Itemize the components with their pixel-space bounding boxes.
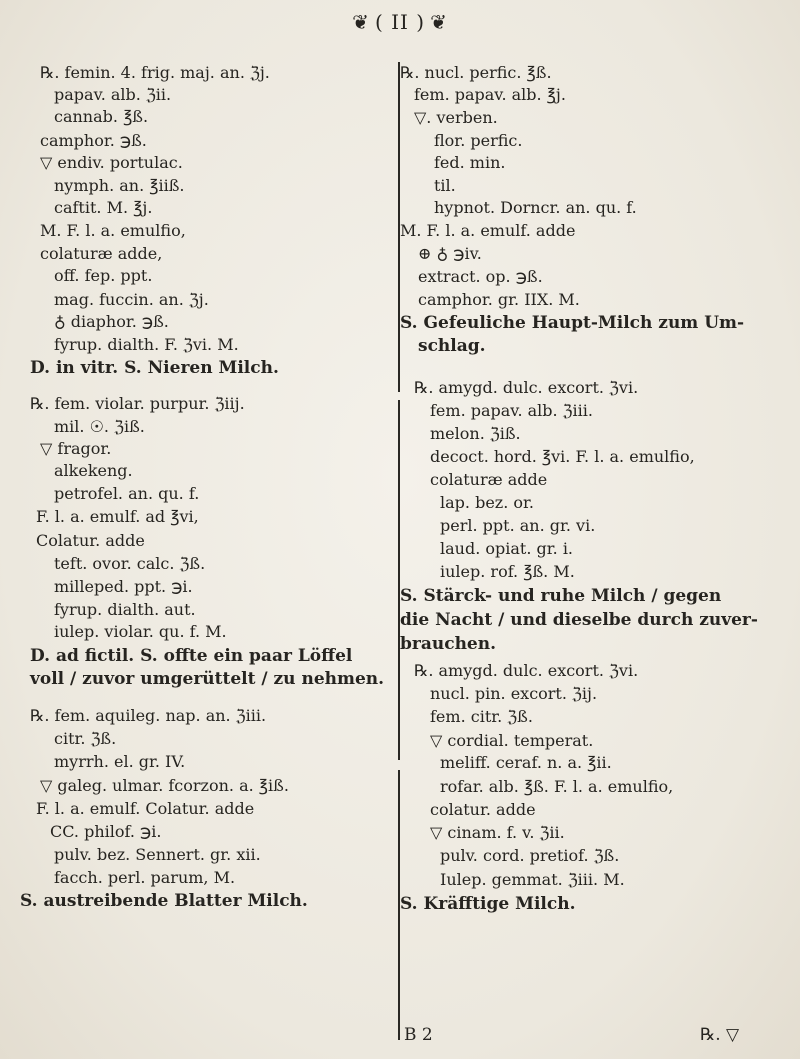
left-text-line: cannab. ℥ß. (54, 107, 149, 126)
left-text-line: fyrup. dialth. F. ℨvi. M. (54, 335, 239, 354)
right-text-line: ⊕ ♁ ℈iv. (418, 244, 482, 263)
right-text-line: rofar. alb. ℥ß. F. l. a. emulfio, (440, 777, 674, 796)
right-text-line: ℞. nucl. perfic. ℥ß. (400, 63, 552, 82)
left-text-line: mag. fuccin. an. ℨj. (54, 290, 209, 309)
left-text-line: voll / zuvor umgerüttelt / zu nehmen. (30, 669, 385, 689)
column-rule (398, 400, 400, 760)
left-text-line: mil. ☉. ℨiß. (54, 417, 145, 436)
right-ornament: ❦ (430, 10, 448, 34)
left-text-line: petrofel. an. qu. f. (54, 484, 200, 503)
right-text-line: ℞. amygd. dulc. excort. ℨvi. (414, 661, 639, 680)
page-header (0, 10, 800, 34)
left-text-line: iulep. violar. qu. f. M. (54, 622, 227, 641)
left-text-line: nymph. an. ℥iiß. (54, 176, 185, 195)
right-text-line: S. Stärck- und ruhe Milch / gegen (400, 586, 722, 606)
right-text-line: colatur. adde (430, 800, 536, 819)
right-text-line: extract. op. ℈ß. (418, 267, 543, 286)
right-text-line: melon. ℨiß. (430, 424, 521, 443)
left-text-line: pulv. bez. Sennert. gr. xii. (54, 845, 261, 864)
left-text-line: ▽ galeg. ulmar. fcorzon. a. ℥iß. (40, 776, 289, 795)
left-text-line: CC. philof. ℈i. (50, 822, 162, 841)
left-text-line: facch. perl. parum, M. (54, 868, 236, 887)
left-text-line: colaturæ adde, (40, 244, 163, 263)
right-text-line: perl. ppt. an. gr. vi. (440, 516, 596, 535)
right-text-line: iulep. rof. ℥ß. M. (440, 562, 575, 581)
right-text-line: S. Gefeuliche Haupt-Milch zum Um- (400, 313, 745, 333)
left-text-line: ▽ endiv. portulac. (40, 153, 183, 172)
left-text-line: ▽ fragor. (40, 439, 112, 458)
left-text-line: myrrh. el. gr. IV. (54, 752, 186, 771)
right-text-line: pulv. cord. pretiof. ℨß. (440, 846, 620, 865)
right-text-line: decoct. hord. ℥vi. F. l. a. emulfio, (430, 447, 695, 466)
right-text-line: ▽ cinam. f. v. ℨii. (430, 823, 565, 842)
right-text-line: camphor. gr. IIX. M. (418, 290, 580, 309)
right-text-line: die Nacht / und dieselbe durch zuver- (400, 610, 758, 630)
left-text-line: milleped. ppt. ℈i. (54, 577, 193, 596)
right-text-line: til. (434, 176, 456, 195)
left-text-line: ℞. femin. 4. frig. maj. an. ℨj. (40, 63, 270, 82)
right-text-line: M. F. l. a. emulf. adde (400, 221, 576, 240)
left-text-line: S. austreibende Blatter Milch. (20, 891, 308, 911)
right-text-line: lap. bez. or. (440, 493, 534, 512)
left-text-line: D. in vitr. S. Nieren Milch. (30, 358, 279, 378)
right-text-line: fem. papav. alb. ℥j. (414, 85, 566, 104)
right-text-line: S. Kräfftige Milch. (400, 894, 576, 914)
left-ornament: ❦ (352, 10, 370, 34)
left-text-line: alkekeng. (54, 461, 133, 480)
left-text-line: citr. ℨß. (54, 729, 117, 748)
left-text-line: fyrup. dialth. aut. (54, 600, 196, 619)
signature-mark: B 2 (404, 1025, 433, 1045)
right-text-line: fem. papav. alb. ℨiii. (430, 401, 593, 420)
left-text-line: Colatur. adde (36, 531, 145, 550)
right-text-line: ℞. amygd. dulc. excort. ℨvi. (414, 378, 639, 397)
left-text-line: off. fep. ppt. (54, 266, 153, 285)
right-text-line: brauchen. (400, 634, 497, 654)
right-text-line: ▽ cordial. temperat. (430, 731, 594, 750)
left-text-line: caftit. M. ℥j. (54, 198, 153, 217)
column-rule (398, 770, 400, 1040)
left-text-line: ♁ diaphor. ℈ß. (54, 312, 169, 331)
left-text-line: F. l. a. emulf. ad ℥vi, (36, 507, 199, 526)
right-text-line: fem. citr. ℨß. (430, 707, 533, 726)
right-text-line: nucl. pin. excort. ℨij. (430, 684, 598, 703)
left-text-line: teft. ovor. calc. ℨß. (54, 554, 206, 573)
right-text-line: hypnot. Dorncr. an. qu. f. (434, 198, 637, 217)
page-number: ( II ) (374, 10, 426, 34)
left-text-line: D. ad fictil. S. offte ein paar Löffel (30, 646, 353, 666)
right-text-line: meliff. ceraf. n. a. ℥ii. (440, 753, 612, 772)
right-text-line: Iulep. gemmat. ℨiii. M. (440, 870, 625, 889)
left-text-line: F. l. a. emulf. Colatur. adde (36, 799, 255, 818)
left-text-line: ℞. fem. aquileg. nap. an. ℨiii. (30, 706, 267, 725)
right-text-line: fed. min. (434, 153, 506, 172)
right-text-line: flor. perfic. (434, 131, 523, 150)
right-text-line: laud. opiat. gr. i. (440, 539, 574, 558)
right-text-line: colaturæ adde (430, 470, 548, 489)
left-text-line: M. F. l. a. emulfio, (40, 221, 186, 240)
column-rule (398, 62, 400, 392)
catchword: ℞. ▽ (700, 1025, 740, 1045)
left-text-line: camphor. ℈ß. (40, 131, 147, 150)
right-text-line: schlag. (418, 336, 486, 356)
left-text-line: papav. alb. ℨii. (54, 85, 172, 104)
left-text-line: ℞. fem. violar. purpur. ℨiij. (30, 394, 245, 413)
right-text-line: ▽. verben. (414, 108, 498, 127)
